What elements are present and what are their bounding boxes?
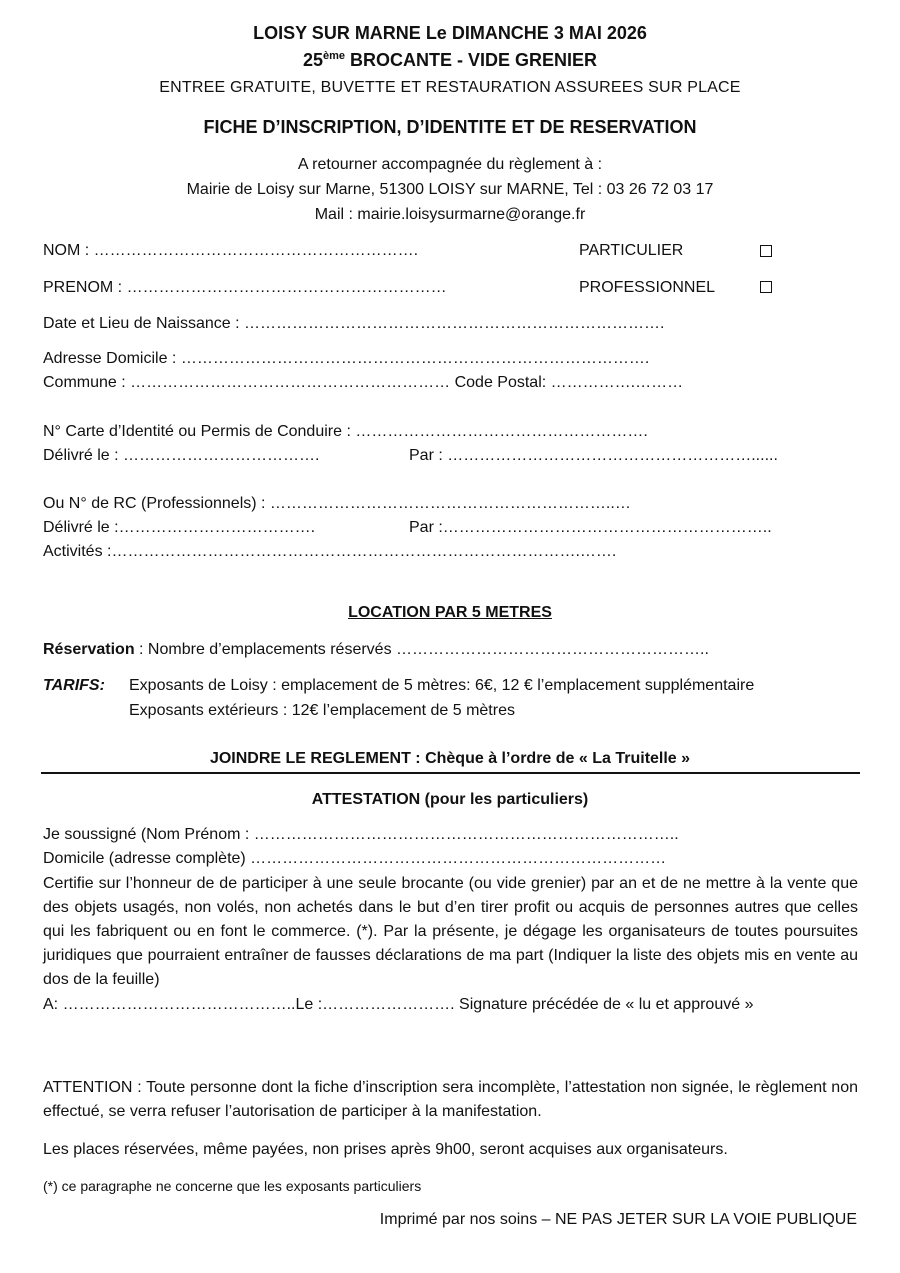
commune-field[interactable]: Commune : …………………………………………………… Code Postal: …………….……… (43, 374, 684, 391)
event-title: LOISY SUR MARNE Le DIMANCHE 3 MAI 2026 (253, 23, 647, 43)
places-notice: Les places réservées, même payées, non prises après 9h00, seront acquises aux organisateurs. (43, 1141, 728, 1158)
delivre-le-field[interactable]: Délivré le : ………………………………. (43, 447, 320, 464)
attention-notice: ATTENTION : Toute personne dont la fiche d’inscription sera incomplète, l’attestation non signée, le règlement non effectué, se verra refuser l’autorisation de participer à la manifestation. (43, 1079, 858, 1120)
edition-number: 25 (302, 50, 323, 70)
naissance-field[interactable]: Date et Lieu de Naissance : ……………………………………………………………………. (43, 315, 665, 332)
divider (41, 772, 860, 774)
activites-field[interactable]: Activités :…………………………………………………………………………….……. (43, 543, 617, 560)
soussigne-field[interactable]: Je soussigné (Nom Prénom : …………………………………………………………………….. (43, 826, 679, 843)
prenom-field[interactable]: PRENOM : …………………………………………………… (43, 279, 447, 296)
par-field[interactable]: Par : …………………………………………………...... (409, 447, 778, 464)
par-rc-field[interactable]: Par :…………………………………………………….. (409, 519, 772, 536)
rc-field[interactable]: Ou N° de RC (Professionnels) : ………………………………………………………..… (43, 495, 631, 512)
mairie-email: Mail : mairie.loisysurmarne@orange.fr (314, 206, 586, 223)
reglement-instruction: JOINDRE LE REGLEMENT : Chèque à l’ordre de « La Truitelle » (209, 750, 691, 767)
return-instruction: A retourner accompagnée du règlement à : (297, 156, 603, 173)
reservation-label: Réservation (43, 641, 135, 658)
mairie-address: Mairie de Loisy sur Marne, 51300 LOISY sur MARNE, Tel : 03 26 72 03 17 (186, 181, 714, 198)
location-title: LOCATION PAR 5 METRES (348, 604, 552, 621)
edition-name: BROCANTE - VIDE GRENIER (345, 50, 598, 70)
particulier-checkbox[interactable] (760, 245, 772, 257)
event-edition (0, 50, 900, 71)
edition-suffix: ème (322, 50, 346, 62)
tarifs-label: TARIFS: (43, 677, 105, 694)
carte-identite-field[interactable]: N° Carte d’Identité ou Permis de Conduire : ………………………………………………. (43, 423, 648, 440)
adresse-field[interactable]: Adresse Domicile : ……………………………………………………………………………. (43, 350, 650, 367)
print-footer: Imprimé par nos soins – NE PAS JETER SUR LA VOIE PUBLIQUE (379, 1211, 857, 1228)
domicile-field[interactable]: Domicile (adresse complète) …………………………………………………………………… (43, 850, 667, 867)
reservation-text: : Nombre d’emplacements réservés ………………………………………………….. (134, 641, 709, 658)
footnote: (*) ce paragraphe ne concerne que les exposants particuliers (43, 1178, 422, 1194)
form-title: FICHE D’INSCRIPTION, D’IDENTITE ET DE RESERVATION (203, 117, 697, 137)
professionnel-label: PROFESSIONNEL (579, 279, 716, 296)
reservation-line[interactable] (43, 641, 709, 659)
tarif-exterieurs: Exposants extérieurs : 12€ l’emplacement de 5 mètres (129, 702, 515, 719)
tarif-loisy: Exposants de Loisy : emplacement de 5 mètres: 6€, 12 € l’emplacement supplémentaire (129, 677, 755, 694)
signature-line[interactable]: A: ……………………………………..Le :……………………. Signature précédée de « lu et approuvé » (43, 996, 754, 1013)
delivre-le-rc-field[interactable]: Délivré le :………………………………. (43, 519, 316, 536)
attestation-title: ATTESTATION (pour les particuliers) (311, 791, 589, 808)
professionnel-checkbox[interactable] (760, 281, 772, 293)
particulier-label: PARTICULIER (579, 242, 684, 259)
event-subtitle: ENTREE GRATUITE, BUVETTE ET RESTAURATION ASSUREES SUR PLACE (159, 79, 741, 96)
attestation-text: Certifie sur l’honneur de de participer à une seule brocante (ou vide grenier) par an et de ne mettre à la vente que des objets usagés, non volés, non achetés dans le but d’en tirer profit ou acquis de personnes autres que celles qui les fabriquent ou en font le commerce. (*). Par la présente, je dégage les organisateurs de toutes poursuites juridiques que pourraient entraîner de fausses déclarations de ma part (Indiquer la liste des objets mis en vente au dos de la feuille) (43, 875, 858, 988)
nom-field[interactable]: NOM : ……………………………………………………. (43, 242, 419, 259)
